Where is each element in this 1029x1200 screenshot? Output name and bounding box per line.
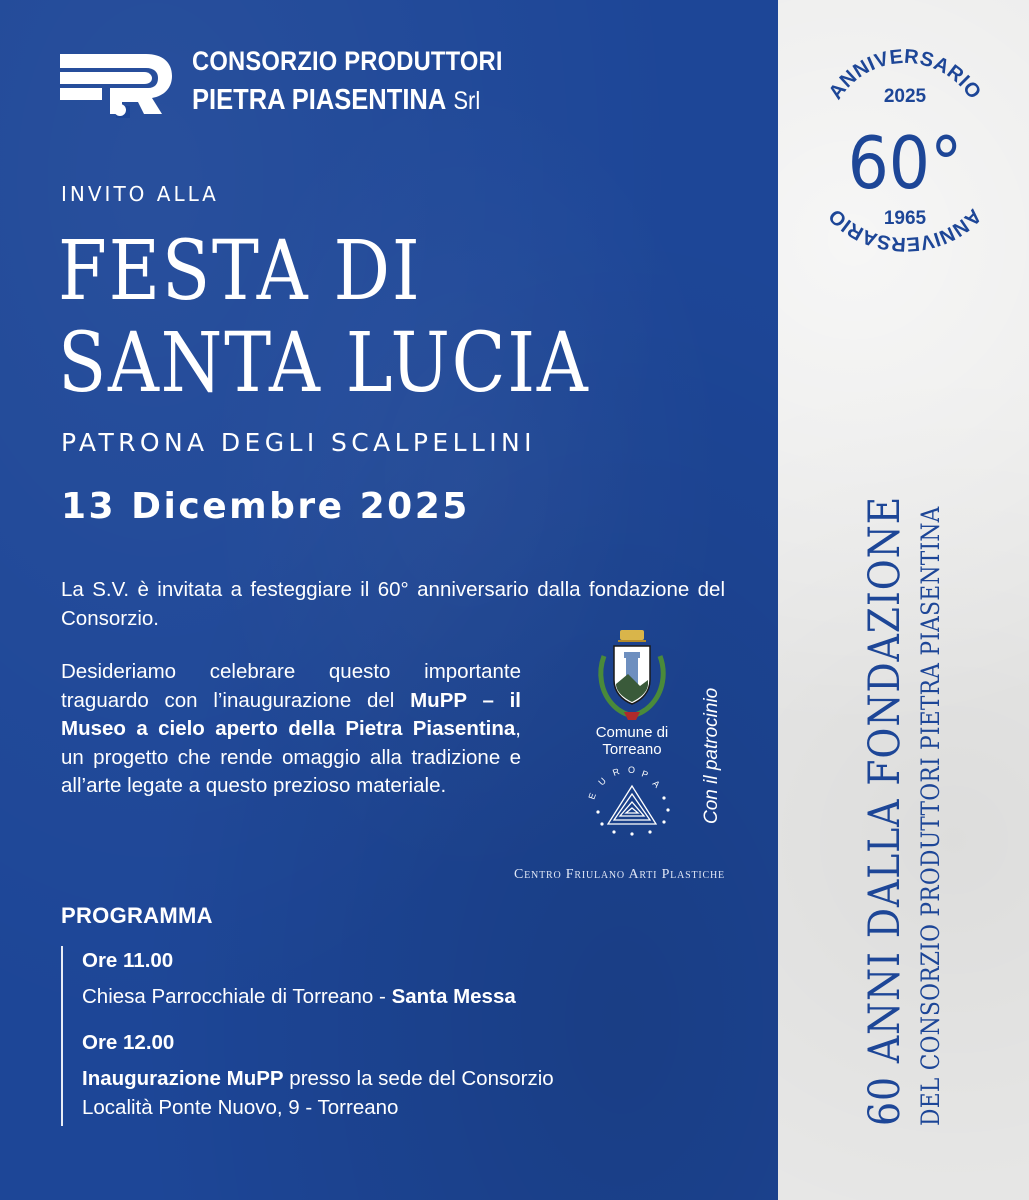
- side-subtitle: [916, 414, 945, 1126]
- program-divider: [61, 946, 63, 1126]
- europa-letter-p: P: [640, 768, 650, 780]
- event-title-line1: FESTA DI: [58, 224, 422, 319]
- invitation-paragraph: La S.V. è invitata a festeggiare il 60° anniversario dalla fondazione del Consorzio.: [61, 578, 725, 630]
- comune-label-line2: Torreano: [602, 741, 662, 758]
- museum-paragraph-start: Desideriamo celebrare questo importante traguardo con l’inaugurazione del: [61, 660, 521, 712]
- europa-letter-e: E: [586, 791, 598, 801]
- logo-text-line1: CONSORZIO PRODUTTORI: [192, 46, 503, 76]
- museum-paragraph-end: , un progetto che rende omaggio alla tradizione e all’arte legate a questo prezioso materiale.: [61, 717, 521, 797]
- program-address: Località Ponte Nuovo, 9 - Torreano: [82, 1096, 399, 1119]
- program-title: PROGRAMMA: [61, 903, 213, 928]
- seal-year-bottom: 1965: [883, 208, 927, 229]
- seal-year-top: 2025: [883, 86, 927, 107]
- patrocinio-label: Con il patrocinio: [701, 687, 722, 824]
- side-subtitle-text: DEL CONSORZIO PRODUTTORI PIETRA PIASENTINA: [916, 506, 945, 1126]
- seal-bottom-word: ANNIVERSARIO: [824, 204, 986, 256]
- europa-letter-o: O: [628, 766, 636, 775]
- event-subtitle: PATRONA DEGLI SCALPELLINI: [61, 428, 536, 457]
- program-event-1: Santa Messa: [391, 985, 516, 1008]
- comune-label: [578, 724, 686, 758]
- program-time-1: Ore 11.00: [82, 949, 174, 972]
- program-detail-2: [82, 1065, 554, 1093]
- torreano-crest-icon: [594, 626, 670, 724]
- europa-letter-u: U: [596, 775, 609, 788]
- program-detail-1: [82, 983, 516, 1011]
- side-title-text: 60 ANNI DALLA FONDAZIONE: [860, 495, 910, 1126]
- museum-paragraph: [61, 658, 521, 801]
- europa-letter-r: R: [611, 766, 621, 778]
- side-title: [860, 410, 910, 1126]
- seal-number: 60°: [847, 121, 963, 206]
- logo-company-name: PIETRA PIASENTINA: [192, 84, 447, 116]
- europa-letter-a: A: [650, 778, 662, 790]
- event-title: [58, 226, 590, 410]
- consortium-logo-icon: [58, 48, 178, 120]
- event-title-line2: SANTA LUCIA: [58, 316, 590, 411]
- centro-label: Centro Friulano Arti Plastiche: [514, 867, 725, 882]
- logo-text-line2: [192, 84, 480, 117]
- seal-top-word: ANNIVERSARIO: [824, 45, 986, 104]
- europa-logo-icon: [584, 766, 680, 836]
- program-place-1: Chiesa Parrocchiale di Torreano -: [82, 985, 392, 1008]
- museum-name: MuPP – il Museo a cielo aperto della Pietra Piasentina: [61, 688, 521, 740]
- anniversary-seal: [810, 40, 1000, 270]
- logo-srl: Srl: [453, 87, 481, 115]
- comune-label-line1: Comune di: [595, 724, 669, 741]
- program-time-2: Ore 12.00: [82, 1031, 175, 1054]
- program-event-2: Inaugurazione MuPP: [82, 1067, 284, 1090]
- program-place-2: presso la sede del Consorzio: [283, 1067, 554, 1090]
- invito-label: INVITO ALLA: [61, 182, 219, 206]
- event-date: 13 Dicembre 2025: [61, 486, 470, 527]
